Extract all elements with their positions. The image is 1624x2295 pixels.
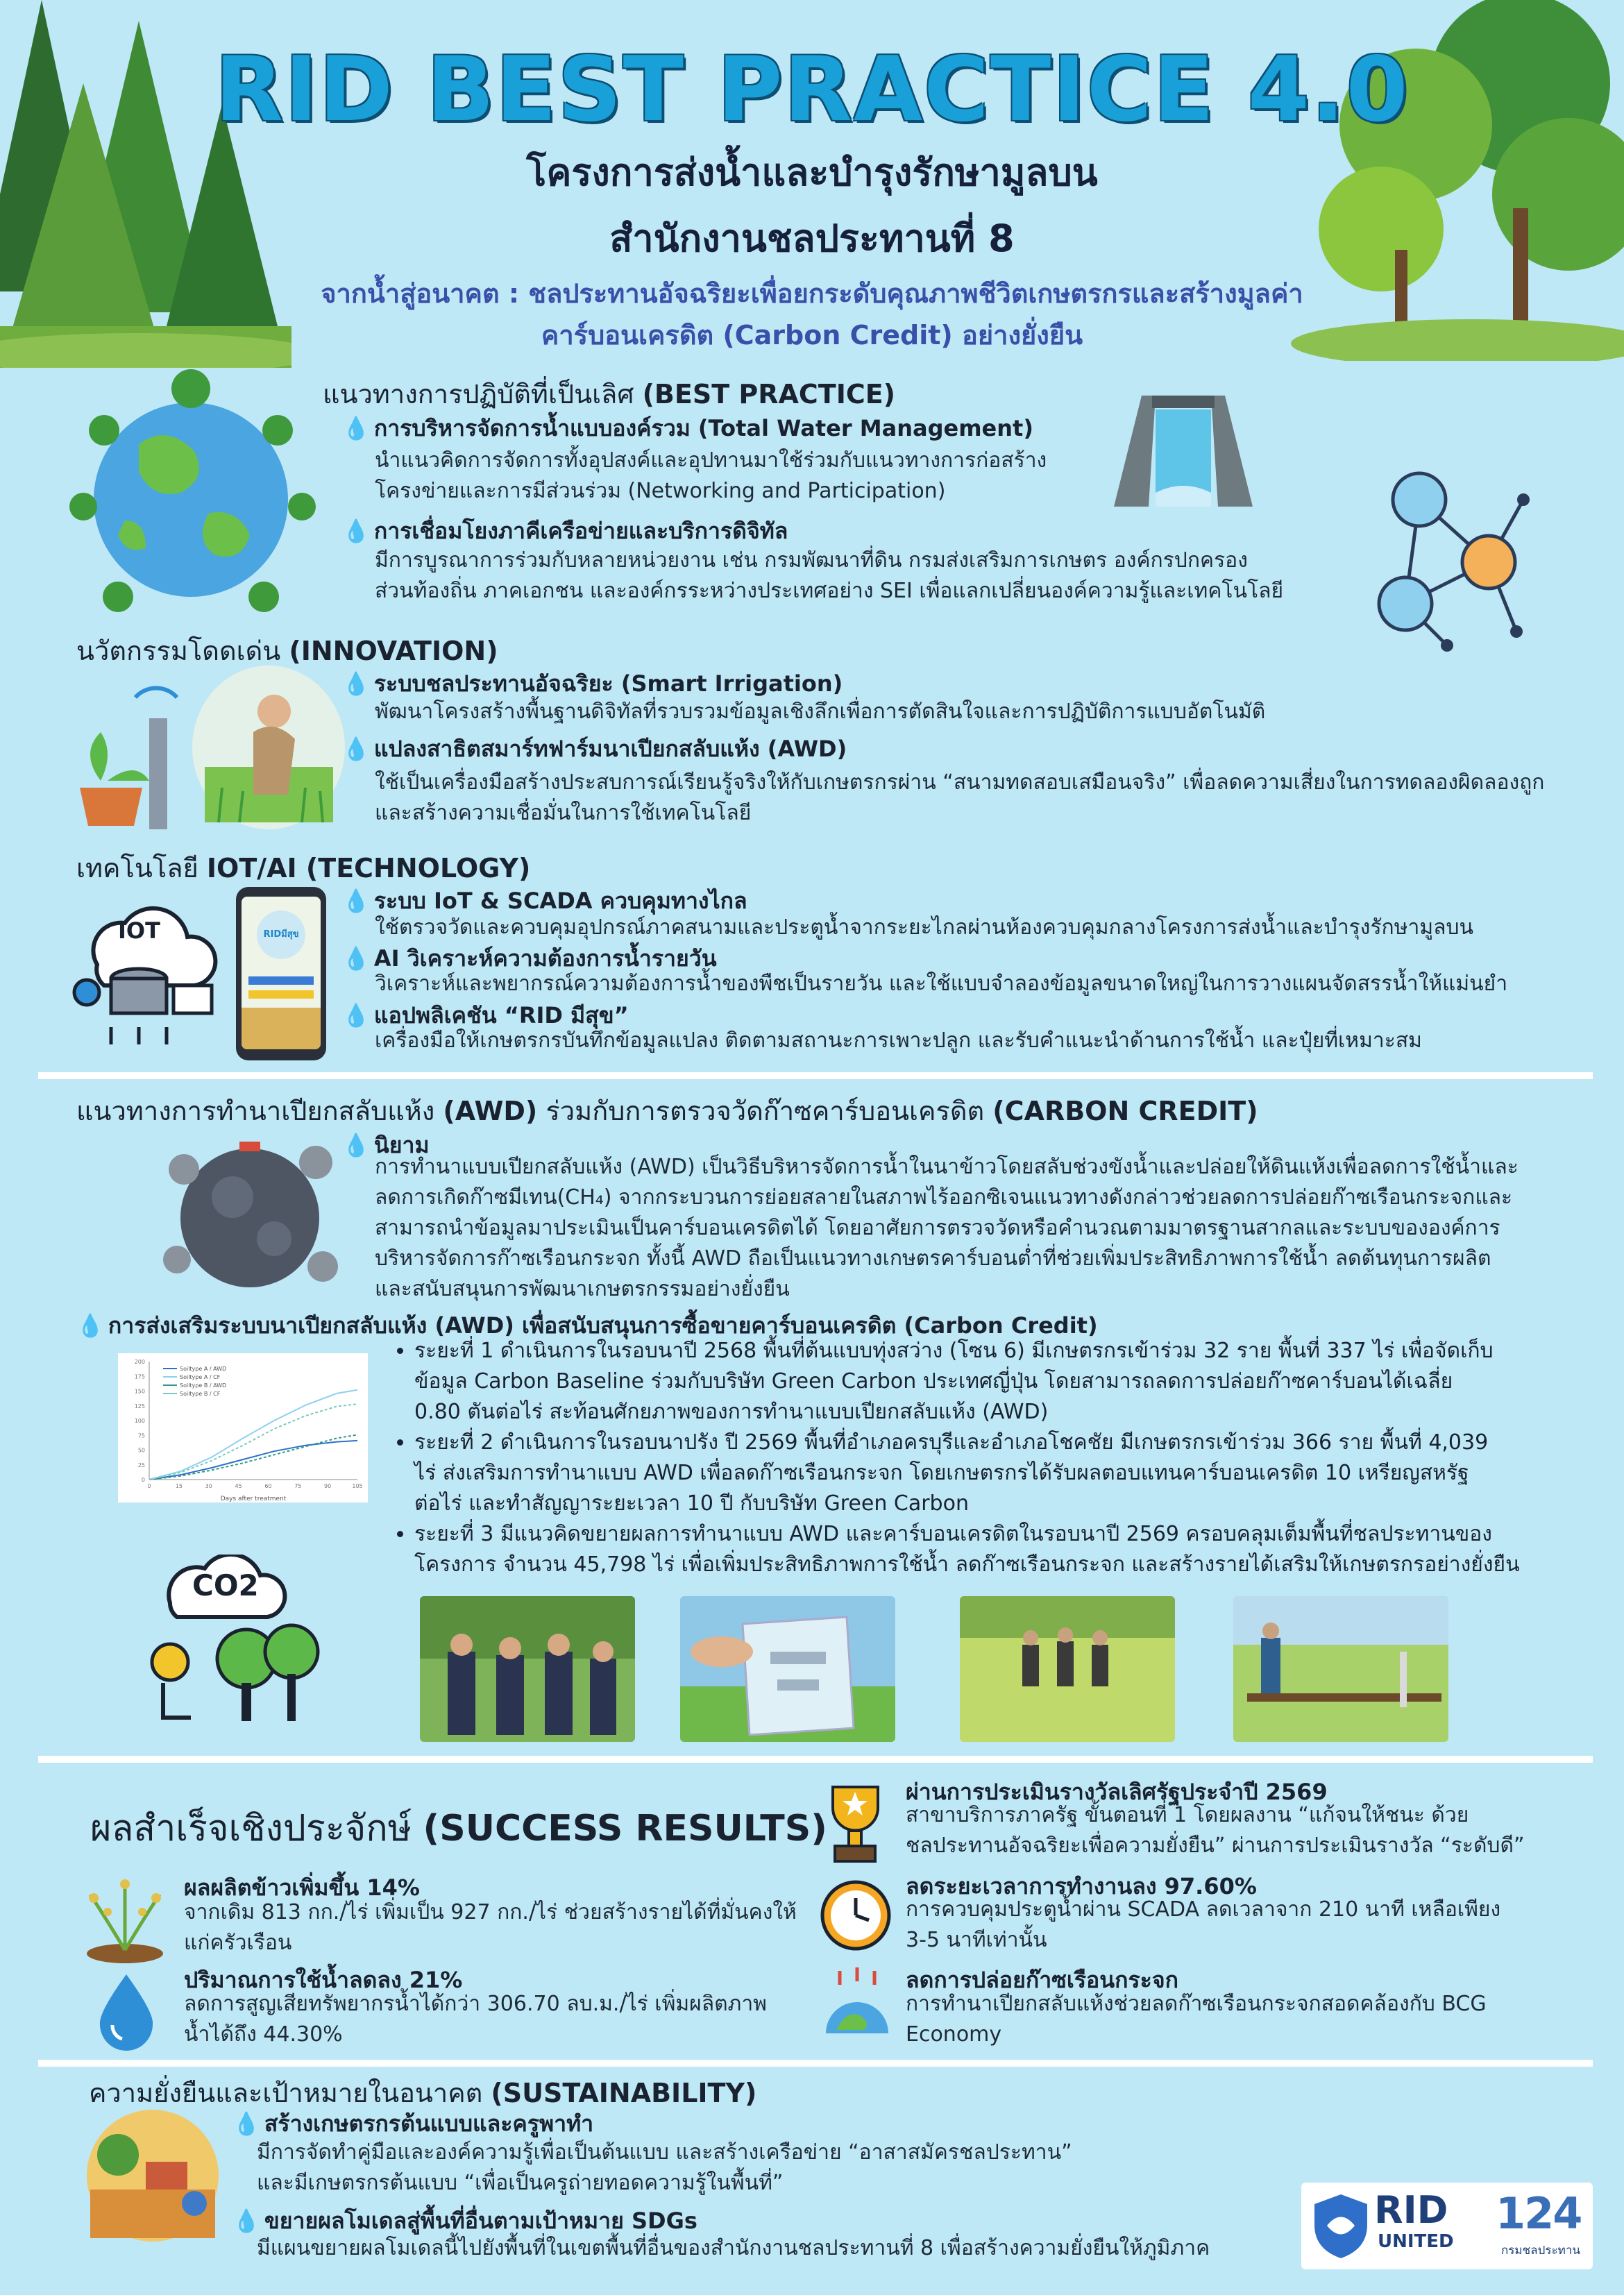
water-drop-icon: 💧 — [342, 415, 370, 441]
bp-item-1-text: นำแนวคิดการจัดการทั้งอุปสงค์และอุปทานมาใช้ร่วมกับแนวทางการก่อสร้าง โครงข่ายและการมีส่วนร่วม (Networking and Participation) — [375, 448, 1047, 503]
water-drop-icon: 💧 — [342, 1002, 370, 1028]
section-divider — [38, 1072, 1593, 1079]
y-tick-label: 100 — [134, 1418, 145, 1424]
water-drop-icon: 💧 — [342, 1132, 370, 1158]
photo-rice-field-team — [960, 1596, 1175, 1742]
sus-item-1-title: 💧 สร้างเกษตรกรต้นแบบและครูพาทำ — [232, 2110, 594, 2137]
emission-line-chart — [118, 1353, 368, 1502]
awd-phase-list — [385, 1336, 1530, 1580]
success-heading: ผลสำเร็จเชิงประจักษ์ (SUCCESS RESULTS) — [90, 1808, 827, 1849]
awd-definition-title: 💧 นิยาม — [342, 1132, 430, 1158]
sus-item-1-text: มีการจัดทำคู่มือและองค์ความรู้เพื่อเป็นต้นแบบ และสร้างเครือข่าย “อาสาสมัครชลประทาน” และมีเกษตรกรต้นแบบ “เพื่อเป็นครูถ่ายทอดความรู้ในพื้นที่” — [257, 2140, 1072, 2195]
inno-item-2-text: ใช้เป็นเครื่องมือสร้างประสบการณ์เรียนรู้จริงให้กับเกษตรกรผ่าน “สนามทดสอบเสมือนจริง” เพื่อลดความเสี่ยงในการทดลองผิดลองถูก และสร้างความเชื่อมั่นในการใช้เทคโนโลยี — [375, 770, 1545, 825]
iot-label: IOT — [118, 917, 160, 944]
water-drop-icon: 💧 — [232, 2110, 260, 2137]
co2-label: CO2 — [192, 1568, 259, 1602]
y-tick-label: 175 — [134, 1373, 145, 1380]
x-tick-label: 90 — [324, 1483, 332, 1489]
x-tick-label: 30 — [205, 1483, 212, 1489]
photo-soil-sample-bag — [680, 1596, 895, 1742]
chart-background — [118, 1353, 368, 1502]
phone-app-mockup — [236, 887, 326, 1060]
tech-item-1-text: ใช้ตรวจวัดและควบคุมอุปกรณ์ภาคสนามและประตูน้ำจากระยะไกลผ่านห้องควบคุมกลางโครงการส่งน้ำและบำรุงรักษามูลบน — [375, 915, 1474, 940]
result-time-text: การควบคุมประตูน้ำผ่าน SCADA ลดเวลาจาก 210 นาที เหลือเพียง 3-5 นาทีเท่านั้น — [906, 1897, 1501, 1952]
project-name: โครงการส่งน้ำและบำรุงรักษามูลบน — [526, 151, 1098, 194]
water-drop-icon: 💧 — [342, 888, 370, 914]
result-award-text: สาขาบริการภาครัฐ ขั้นตอนที่ 1 โดยผลงาน “แก้จนให้ชนะ ด้วย ชลประทานอัจฉริยะเพื่อความยั่งยืน” ผ่านการประเมินรางวัล “ระดับดี” — [906, 1803, 1525, 1858]
legend-label: Soiltype A / AWD — [180, 1366, 227, 1372]
dam-icon — [1114, 368, 1253, 507]
y-tick-label: 50 — [137, 1447, 145, 1454]
y-tick-label: 150 — [134, 1388, 145, 1395]
water-drop-icon: 💧 — [342, 736, 370, 762]
water-drop-icon: 💧 — [342, 518, 370, 544]
x-tick-label: 60 — [264, 1483, 272, 1489]
y-tick-label: 75 — [137, 1432, 145, 1439]
rid-logo-text: RID — [1374, 2188, 1448, 2232]
bp-item-2-title: 💧 การเชื่อมโยงภาคีเครือข่ายและบริการดิจิทัล — [342, 518, 788, 544]
inno-item-1-text: พัฒนาโครงสร้างพื้นฐานดิจิทัลที่รวบรวมข้อมูลเชิงลึกเพื่อการตัดสินใจและการปฏิบัติการแบบอัตโนมัติ — [375, 700, 1266, 724]
inno-item-1-title: 💧 ระบบชลประทานอัจฉริยะ (Smart Irrigation) — [342, 670, 843, 697]
result-ghg-title: ลดการปล่อยก๊าซเรือนกระจก — [906, 1967, 1178, 1993]
photo-field-measurement — [1233, 1596, 1448, 1742]
smart-irrigation-icon — [73, 677, 191, 829]
tech-item-3-text: เครื่องมือให้เกษตรกรบันทึกข้อมูลแปลง ติดตามสถานะการเพาะปลูก และรับคำแนะนำด้านการใช้น้ำ และปุ๋ยที่เหมาะสม — [375, 1028, 1422, 1053]
y-tick-label: 25 — [137, 1462, 145, 1468]
result-award-title: ผ่านการประเมินรางวัลเลิศรัฐประจำปี 2569 — [906, 1779, 1328, 1805]
app-logo: RIDมีสุข — [257, 911, 305, 959]
awd-heading: แนวทางการทำนาเปียกสลับแห้ง (AWD) ร่วมกับการตรวจวัดก๊าซคาร์บอนเครดิต (CARBON CREDIT) — [76, 1096, 1258, 1126]
sus-item-2-title: 💧 ขยายผลโมเดลสู่พื้นที่อื่นตามเป้าหมาย SDGs — [232, 2208, 697, 2234]
polluted-earth-icon — [156, 1128, 344, 1301]
legend-label: Soiltype B / CF — [180, 1391, 221, 1397]
logo-panel — [1301, 2183, 1593, 2269]
rid-shield-icon — [1310, 2191, 1372, 2260]
water-drop-icon: 💧 — [76, 1312, 104, 1339]
tech-item-2-title: 💧 AI วิเคราะห์ความต้องการน้ำรายวัน — [342, 945, 717, 972]
legend-label: Soiltype B / AWD — [180, 1382, 227, 1389]
result-ghg-text: การทำนาเปียกสลับแห้งช่วยลดก๊าซเรือนกระจกสอดคล้องกับ BCG Economy — [906, 1992, 1487, 2047]
app-button[interactable] — [248, 976, 314, 985]
x-tick-label: 105 — [352, 1483, 363, 1489]
awd-promo-title: 💧 การส่งเสริมระบบนาเปียกสลับแห้ง (AWD) เพื่อสนับสนุนการซื้อขายคาร์บอนเครดิต (Carbon Credit) — [76, 1312, 1098, 1339]
app-button[interactable] — [248, 990, 314, 999]
water-drop-icon: 💧 — [232, 2208, 260, 2234]
app-field-image — [242, 1008, 321, 1049]
bp-item-2-text: มีการบูรณาการร่วมกับหลายหน่วยงาน เช่น กรมพัฒนาที่ดิน กรมส่งเสริมการเกษตร องค์กรปกครอง ส่วนท้องถิ่น ภาคเอกชน และองค์กรระหว่างประเทศอย่าง SEI เพื่อแลกเปลี่ยนองค์ความรู้และเทคโนโลยี — [375, 548, 1284, 603]
anniversary-caption: กรมชลประทาน — [1501, 2244, 1581, 2258]
rid-logo-subtext: UNITED — [1378, 2231, 1454, 2252]
bp-item-1-title: 💧 การบริหารจัดการน้ำแบบองค์รวม (Total Water Management) — [342, 415, 1033, 441]
tech-item-1-title: 💧 ระบบ IoT & SCADA ควบคุมทางไกล — [342, 888, 747, 914]
x-tick-label: 75 — [294, 1483, 302, 1489]
x-tick-label: 45 — [235, 1483, 242, 1489]
y-tick-label: 0 — [141, 1477, 145, 1483]
farm-landscape-icon — [76, 2106, 229, 2245]
legend-label: Soiltype A / CF — [180, 1374, 221, 1380]
result-water-title: ปริมาณการใช้น้ำลดลง 21% — [184, 1967, 463, 1993]
photo-officials-group — [420, 1596, 635, 1742]
trophy-icon — [815, 1777, 895, 1867]
farmer-planting-image — [191, 663, 347, 833]
awd-definition-text: การทำนาแบบเปียกสลับแห้ง (AWD) เป็นวิธีบริหารจัดการน้ำในนาข้าวโดยสลับช่วงขังน้ำและปล่อยให้ดินแห้งเพื่อลดการใช้น้ำและ ลดการเกิดก๊าซมีเทน(CH₄) จากกระบวนการย่อยสลายในสภาพไร้ออกซิเจนแนวทางดังกล่าวช่วยลดการปล่อยก๊าซเรือนกระจกและ สามารถนำข้อมูลมาประเมินเป็นคาร์บอนเครดิตได้ โดยอาศัยการตรวจวัดหรือคำนวณตามมาตรฐานสากลและระบบขององค์การ บริหารจัดการก๊าซเรือนกระจก ทั้งนี้ AWD ถือเป็นแนวทางเกษตรคาร์บอนต่ำที่ช่วยเพิ่มประสิทธิภาพการใช้น้ำ ลดต้นทุนการผลิต และสนับสนุนการพัฒนาเกษตรกรรมอย่างยั่งยืน — [375, 1155, 1519, 1301]
x-tick-label: 0 — [147, 1483, 151, 1489]
clock-icon — [818, 1877, 894, 1954]
phase-2: • ระยะที่ 2 ดำเนินการในรอบนาปรัง ปี 2569 พื้นที่อำเภอครบุรีและอำเภอโชคชัย มีเกษตรกรเข้าร่วม 366 ราย พื้นที่ 4,039 ไร่ ส่งเสริมการทำนาแบบ AWD เพื่อลดก๊าซเรือนกระจก โดยเกษตรกรได้รับผลตอบแทนคาร์บอนเครดิต 10 เหรียญสหรัฐ ต่อไร่ และทำสัญญาระยะเวลา 10 ปี กับบริษัท Green Carbon — [414, 1428, 1530, 1519]
water-drop-icon: 💧 — [342, 945, 370, 972]
tech-item-2-text: วิเคราะห์และพยากรณ์ความต้องการน้ำของพืชเป็นรายวัน และใช้แบบจำลองข้อมูลขนาดใหญ่ในการวางแผนจัดสรรน้ำให้แม่นยำ — [375, 972, 1508, 996]
page-title: RID BEST PRACTICE 4.0 — [214, 38, 1410, 142]
sus-item-2-text: มีแผนขยายผลโมเดลนี้ไปยังพื้นที่ในเขตพื้นที่อื่นของสำนักงานชลประทานที่ 8 เพื่อสร้างความยั่งยืนให้ภูมิภาค — [257, 2236, 1210, 2260]
tagline-line2: คาร์บอนเครดิต (Carbon Credit) อย่างยั่งยืน — [541, 320, 1083, 350]
y-tick-label: 125 — [134, 1403, 145, 1409]
network-people-icon — [1364, 458, 1537, 659]
section-divider — [38, 1756, 1593, 1763]
tagline-line1: จากน้ำสู่อนาคต : ชลประทานอัจฉริยะเพื่อยกระดับคุณภาพชีวิตเกษตรกรและสร้างมูลค่า — [321, 278, 1303, 309]
innovation-heading: นวัตกรรมโดดเด่น (INNOVATION) — [76, 636, 498, 666]
earth-trees-icon — [62, 368, 319, 625]
technology-heading: เทคโนโลยี IOT/AI (TECHNOLOGY) — [76, 853, 531, 883]
water-drop-icon — [97, 1971, 156, 2051]
tech-item-3-title: 💧 แอปพลิเคชัน “RID มีสุข” — [342, 1002, 629, 1028]
water-drop-icon: 💧 — [342, 670, 370, 697]
office-name: สำนักงานชลประทานที่ 8 — [609, 217, 1015, 260]
phase-3: • ระยะที่ 3 มีแนวคิดขยายผลการทำนาแบบ AWD และคาร์บอนเครดิตในรอบนาปี 2569 ครอบคลุมเต็มพื้นที่ชลประทานของ โครงการ จำนวน 45,798 ไร่ เพื่อเพิ่มประสิทธิภาพการใช้น้ำ ลดก๊าซเรือนกระจก และสร้างรายได้เสริมให้เกษตรกรอย่างยั่งยืน — [414, 1519, 1530, 1580]
rice-plant-icon — [83, 1874, 167, 1964]
iot-cloud-icon — [69, 902, 222, 1048]
x-tick-label: 15 — [175, 1483, 183, 1489]
result-time-title: ลดระยะเวลาการทำงานลง 97.60% — [906, 1873, 1257, 1899]
phase-1: • ระยะที่ 1 ดำเนินการในรอบนาปี 2568 พื้นที่ต้นแบบทุ่งสว่าง (โซน 6) มีเกษตรกรเข้าร่วม 32 ราย พื้นที่ 337 ไร่ เพื่อจัดเก็บ ข้อมูล Carbon Baseline ร่วมกับบริษัท Green Carbon ประเทศญี่ปุ่น โดยสามารถลดการปล่อยก๊าซคาร์บอนได้เฉลี่ย 0.80 ตันต่อไร่ สะท้อนศักยภาพของการทำนาแบบเปียกสลับแห้ง (AWD) — [414, 1336, 1530, 1428]
result-water-text: ลดการสูญเสียทรัพยากรน้ำได้กว่า 306.70 ลบ.ม./ไร่ เพิ่มผลิตภาพ น้ำได้ถึง 44.30% — [184, 1992, 767, 2047]
section-divider — [38, 2060, 1593, 2067]
hot-earth-icon — [819, 1964, 895, 2040]
co2-trees-icon — [142, 1555, 323, 1728]
y-tick-label: 200 — [134, 1359, 145, 1365]
best-practice-heading: แนวทางการปฏิบัติที่เป็นเลิศ (BEST PRACTICE) — [323, 379, 896, 409]
phone-screen — [242, 897, 321, 1049]
sustainability-heading: ความยั่งยืนและเป้าหมายในอนาคต (SUSTAINABILITY) — [89, 2078, 757, 2108]
result-rice-text: จากเดิม 813 กก./ไร่ เพิ่มเป็น 927 กก./ไร่ ช่วยสร้างรายได้ที่มั่นคงให้ แก่ครัวเรือน — [184, 1900, 797, 1955]
x-axis-label: Days after treatment — [220, 1496, 287, 1502]
inno-item-2-title: 💧 แปลงสาธิตสมาร์ทฟาร์มนาเปียกสลับแห้ง (AWD) — [342, 736, 847, 762]
anniversary-logo: 124 — [1496, 2188, 1582, 2239]
result-rice-title: ผลผลิตข้าวเพิ่มขึ้น 14% — [184, 1874, 420, 1901]
